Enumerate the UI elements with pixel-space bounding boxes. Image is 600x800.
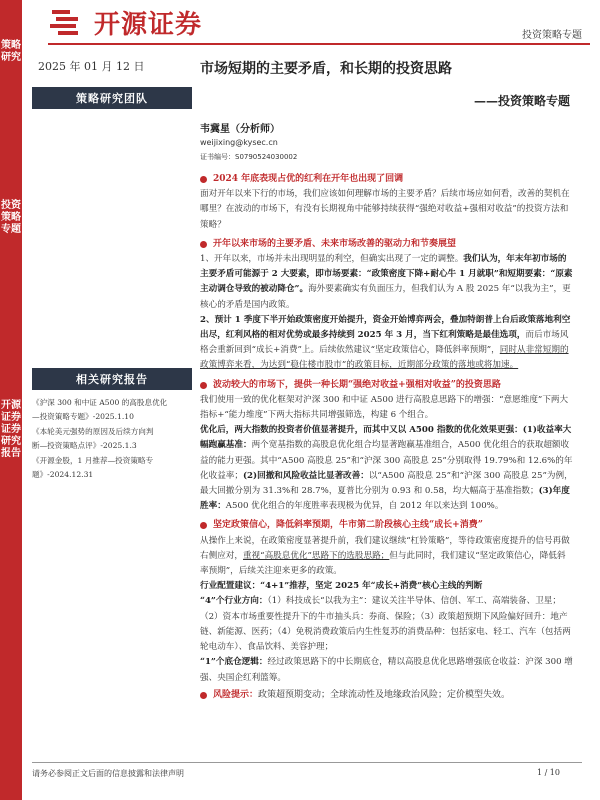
text-run: 而后市场风格会重新回到“成长+消费”上。后续依然建议“坚定政策信心，降低斜率预期”， (200, 330, 569, 356)
page-subtitle: ——投资策略专题 (473, 94, 570, 108)
bold-text-run: (2)回撤和风险收益比显著改善： (242, 470, 369, 481)
bold-text-run: 2、预计 1 季度下半开始政策密度开始提升，资金开始博弈两会，叠加特朗普上台后政策落地利空出尽，红利风格的相对优势或最多持续到 2025 年 3 月，当下红利策略是最佳选项， (200, 314, 571, 341)
logo-text: 开源证券 (94, 9, 203, 40)
report-date: 2025 年 01 月 12 日 (38, 60, 145, 73)
risk-section (200, 688, 573, 703)
text-run: 海外要素确实有负面压力，但我们认为 A 股 2025 年“以我为主”，更核心的矛盾是国内政策。 (200, 284, 571, 310)
paragraph (200, 313, 573, 374)
text-run: A500 优化组合的年度胜率表现极为优异，自 2012 年以来达到 100%。 (225, 501, 504, 512)
risk-heading: 风险提示： (213, 689, 259, 700)
section-heading (200, 518, 573, 533)
related-reports-list (32, 396, 192, 482)
strip-label-top: 策略研究 (1, 40, 21, 63)
underlined-text-run: 同时从非常短期的政策博弈来看，为达到“稳住楼市股市”的政策目标，近期部分政策的落地或将加速。 (200, 345, 569, 371)
main-content (200, 172, 573, 703)
strip-label-bottom: 开源证券 证券研究报告 (1, 400, 21, 459)
left-color-strip (0, 0, 22, 800)
text-run: 以“A500 高股息 25”和“沪深 300 高股息 25”为例，最大回撤分别为 31.3%和 28.7%，夏普比分别为 0.93 和 0.58，均大幅高于基准指数； (200, 470, 573, 497)
bullet-icon (200, 382, 207, 389)
related-report-line[interactable]: 题》-2024.12.31 (32, 470, 94, 480)
paragraph: 面对开年以来下行的市场，我们应该如何理解市场的主要矛盾？后续市场应如何看，改善的契机在哪里？在波动的市场下，有没有长期视角中能够持续获得“强绝对收益+强相对收益”的投资方法和策略？ (200, 189, 570, 230)
paragraph (200, 534, 573, 580)
author-email[interactable]: weijixing@kysec.cn (200, 138, 278, 147)
section-heading-text: 波动较大的市场下，提供一种长期“强绝对收益+强相对收益”的投资思路 (213, 379, 501, 390)
team-label: 策略研究团队 (32, 87, 192, 109)
section-heading-text: 开年以来市场的主要矛盾、未来市场改善的驱动力和节奏展望 (213, 238, 457, 249)
paragraph (200, 655, 573, 685)
company-logo (48, 4, 238, 40)
related-report-line[interactable]: 断—投资策略点评》-2025.1.3 (32, 441, 137, 451)
page-number: 1 / 10 (536, 768, 560, 777)
section-heading-text: 坚定政策信心，降低斜率预期，牛市第二阶段核心主线“成长+消费” (213, 520, 483, 531)
page-title: 市场短期的主要矛盾，和长期的投资思路 (200, 61, 452, 77)
text-run: 1、开年以来，市场并未出现明显的利空，但确实出现了一定的调整。 (200, 254, 464, 265)
bold-text-run: “4”个行业方向： (200, 596, 268, 607)
logo-mark-icon (48, 7, 88, 37)
related-report-line[interactable]: 《沪深 300 和中证 A500 的高股息优化 (32, 398, 168, 407)
author-name: 韦冀星（分析师） (200, 124, 280, 135)
footer-divider (32, 762, 582, 763)
bold-text-run: 我们认为，年末年初市场的主要矛盾可能源于 2 大要素，即市场要素：“政策密度下降+耐心牛 1 月就职”和短期要素：“原素主动调仓导致的被动降仓”。 (200, 254, 573, 295)
underlined-text-run: 重视“高股息优化”思路下的选股思路； (242, 550, 390, 561)
paragraph: 我们使用一致的优化框架对沪深 300 和中证 A500 进行高股息思路下的增强：“意愿维度”下两大指标+“能力维度”下两大指标共同增强筛选，构建 6 个组合。 (200, 394, 569, 421)
section-heading-text: 2024 年底表现占优的红利在开年也出现了回调 (213, 174, 404, 184)
header-report-type: 投资策略专题 (522, 30, 582, 41)
section-heading (200, 378, 573, 393)
paragraph (200, 423, 573, 514)
text-run: 经过政策思路下的中长期底仓，精以高股息优化思路增强底仓收益：沪深 300 增强、央国企红利篮筹。 (200, 657, 573, 683)
bold-text-run: “1”个底仓逻辑： (200, 657, 268, 668)
text-run: 两个宽基指数的高股息优化组合均显著跑赢基准组合，A500 优化组合的获取超额收益的能力更强。其中“A500 高股息 25”和“沪深 300 高股息 25”分别取得 19.79%和 12.6%的年化收益率； (200, 440, 573, 481)
author-cert: 证书编号：S0790524030002 (200, 153, 298, 161)
text-run: （1）科技成长“以我为主”：建议关注半导体、信创、军工、高端装备、卫星；（2）资本市场重要性提升下的牛市抽头兵：券商、保险；（3）政策超预期下风险偏好回升：地产链、新能源、医药；（4）免税消费政策后内生性复苏的消费品种：包括家电、轻工、汽车（包括两轮电动车）、食品饮料、美容护理； (200, 596, 571, 653)
bullet-icon (200, 692, 207, 699)
paragraph (200, 594, 573, 655)
paragraph (200, 252, 573, 313)
bullet-icon (200, 241, 207, 248)
text-run: 但与此同时，我们建议“坚定政策信心，降低斜率预期”，后续关注迎来更多的政策。 (200, 550, 566, 577)
bold-text-run: 优化后，两大指数的投资者价值显著提升，而其中又以 A500 指数的优化效果更强： (200, 425, 523, 436)
bold-text-run: (1)收益率大幅跑赢基准： (200, 425, 572, 451)
section-heading (200, 172, 573, 187)
risk-text: 政策超预期变动；全球流动性及地缘政治风险；定价模型失效。 (258, 689, 511, 700)
related-report-line[interactable]: —投资策略专题》-2025.1.10 (32, 412, 134, 422)
section-heading (200, 237, 573, 252)
bullet-icon (200, 522, 207, 529)
footer-disclaimer: 请务必参阅正文后面的信息披露和法律声明 (32, 769, 184, 778)
bold-text-run: (3)年度胜率： (200, 486, 570, 512)
header-divider (48, 43, 590, 45)
bullet-icon (200, 176, 207, 183)
related-reports-title: 相关研究报告 (32, 368, 192, 390)
related-report-line[interactable]: 《开源金股，1 月推荐—投资策略专 (32, 455, 154, 465)
related-report-line[interactable]: 《本轮美元强势的原因及后续方向判 (32, 426, 154, 436)
paragraph: 行业配置建议：“4+1”推荐，坚定 2025 年“成长+消费”核心主线的判断 (200, 581, 483, 592)
text-run: 从操作上来说，在政策密度显著提升前，我们建议继续“杠铃策略”，等待政策密度提升的信号再做右侧应对， (200, 535, 570, 561)
strip-label-mid: 投资策略专题 (1, 200, 21, 235)
